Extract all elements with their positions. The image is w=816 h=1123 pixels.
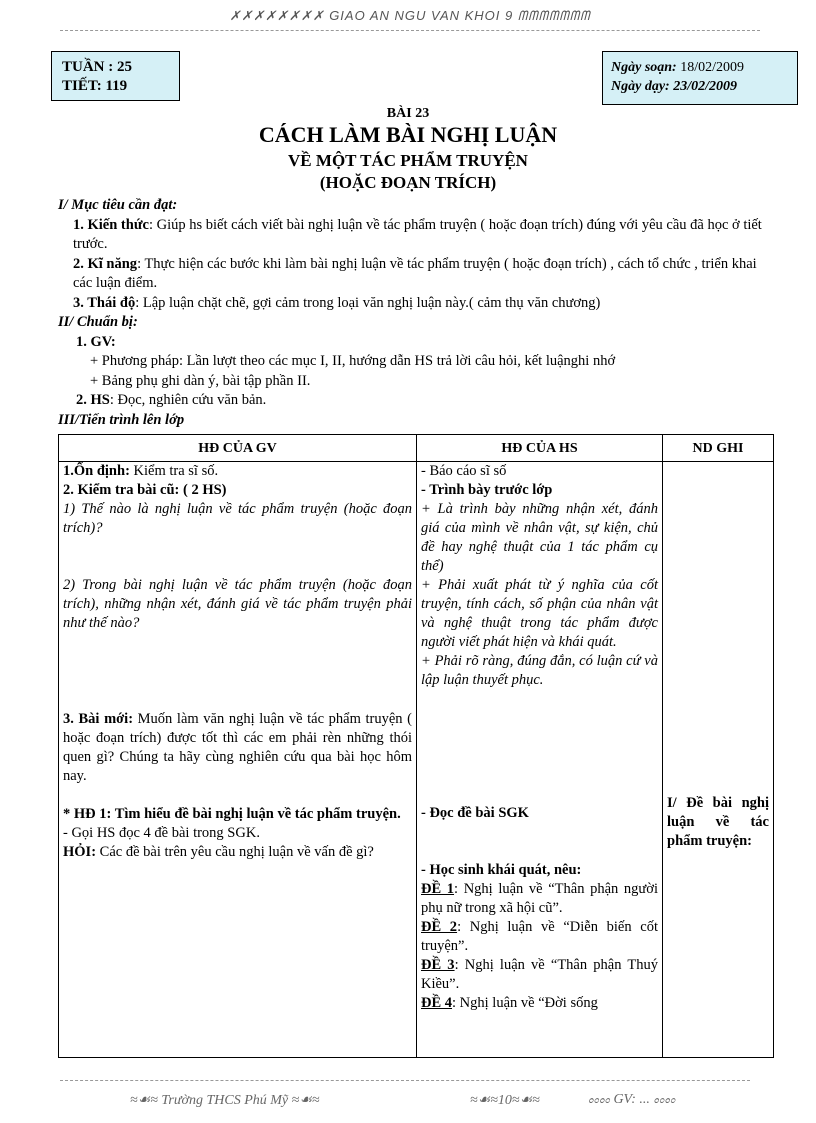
header-rule (60, 30, 760, 31)
table-header-row (59, 435, 774, 462)
col-header-gv: HĐ CỦA GV (59, 435, 417, 462)
teach-label: Ngày dạy: (611, 79, 670, 94)
footer-school: ≈☙≈ Trường THCS Phú Mỹ ≈☙≈ (130, 1093, 320, 1108)
objective-knowledge (58, 216, 778, 255)
skill-text: : Thực hiện các bước khi làm bài nghị luận về tác phẩm truyện ( hoặc đoạn trích) , cách tổ chức , triển khai các luận điểm. (73, 255, 757, 291)
gv-step-3-text: Muốn làm văn nghị luận về tác phẩm truyện ( hoặc đoạn trích) được tốt thì các em phải rèn những thói quen gì? Chúng ta hãy cùng nghiên cứu qua bài học hôm nay. (63, 711, 412, 784)
hs-activities-cell (417, 462, 663, 1058)
gv-step-3 (63, 710, 412, 786)
hs-answer-3: + Phải rõ ràng, đúng đắn, có luận cứ và lập luận thuyết phục. (421, 653, 658, 688)
page-header: ✗✗✗✗✗✗✗✗ GIAO AN NGU VAN KHOI 9 ᗰᗰᗰᗰᗰᗰᗰ (229, 8, 591, 23)
preparation-heading: II/ Chuẩn bị: (58, 314, 138, 330)
gv-step-3-label: 3. Bài mới: (63, 711, 134, 727)
gv-step-1 (63, 462, 412, 481)
table-row (59, 462, 774, 1058)
footer-page-number: ≈☙≈10≈☙≈ (470, 1093, 540, 1108)
topic-3-label: ĐỀ 3 (421, 957, 455, 973)
col-header-hs: HĐ CỦA HS (417, 435, 663, 462)
gv-activity-1: * HĐ 1: Tìm hiểu đề bài nghị luận về tác phẩm truyện. (63, 806, 401, 822)
lesson-plan-table (58, 434, 774, 1058)
col-header-nd: ND GHI (663, 435, 774, 462)
topic-4-label: ĐỀ 4 (421, 995, 453, 1011)
lesson-number: BÀI 23 (386, 106, 430, 121)
hs-read-topics: - Đọc đề bài SGK (421, 805, 529, 821)
teach-date: 23/02/2009 (673, 79, 737, 94)
gv-question-2: 2) Trong bài nghị luận về tác phẩm truyện (hoặc đoạn trích), những nhận xét, đánh giá về tác phẩm truyện phải như thế nào? (63, 577, 412, 631)
notes-cell (663, 462, 774, 1058)
period-label: TIẾT: 119 (62, 78, 128, 94)
topic-1-text: : Nghị luận về “Thân phận người phụ nữ trong xã hội cũ”. (421, 881, 658, 916)
topic-1-label: ĐỀ 1 (421, 881, 455, 897)
lesson-body (58, 196, 778, 430)
objective-attitude (58, 294, 778, 314)
lesson-subtitle-2: (HOẶC ĐOẠN TRÍCH) (319, 173, 497, 192)
hs-line-1: - Báo cáo sĩ số (421, 463, 507, 479)
gv-activities-cell (59, 462, 417, 1058)
objective-skill (58, 255, 778, 294)
topic-4-text: : Nghị luận về “Đời sống (452, 995, 598, 1011)
topic-2-text: : Nghị luận về “Diễn biến cốt truyện”. (421, 919, 658, 954)
hs-answer-1: + Là trình bày những nhận xét, đánh giá của mình về nhân vật, sự kiện, chủ đề hay nghệ thuật của 1 tác phẩm cụ thể) (421, 501, 658, 574)
gv-step-1-text: Kiểm tra sĩ số. (129, 463, 219, 479)
process-heading: III/Tiến trình lên lớp (58, 411, 185, 428)
hs-line-2: - Trình bày trước lớp (421, 482, 553, 498)
hs-summary: - Học sinh khái quát, nêu: (421, 862, 582, 878)
hs-text: : Đọc, nghiên cứu văn bản. (109, 392, 267, 408)
hs-label: 2. HS (76, 392, 110, 408)
gv-ask (63, 843, 412, 862)
knowledge-label: 1. Kiến thức (73, 216, 149, 233)
week-period-box (51, 51, 180, 101)
prep-date-line (611, 58, 789, 77)
footer-teacher: ೲೲ GV: ... ೲೲ (588, 1092, 676, 1107)
gv-ask-label: HỎI: (63, 844, 97, 860)
teach-date-line (611, 77, 789, 96)
prep-label: Ngày soạn: (611, 60, 677, 75)
gv-activity-1-item: - Gọi HS đọc 4 đề bài trong SGK. (63, 825, 260, 841)
topic-2-label: ĐỀ 2 (421, 919, 458, 935)
objectives-heading: I/ Mục tiêu cần đạt: (58, 197, 178, 213)
gv-step-2: 2. Kiểm tra bài cũ: ( 2 HS) (63, 482, 227, 498)
attitude-label: 3. Thái độ (73, 294, 136, 311)
lesson-title: CÁCH LÀM BÀI NGHỊ LUẬN (258, 122, 558, 147)
hs-topic-3 (421, 956, 658, 994)
attitude-text: : Lập luận chặt chẽ, gợi cảm trong loại văn nghị luận này.( cảm thụ văn chương) (135, 294, 601, 311)
gv-question-1: 1) Thế nào là nghị luận về tác phẩm truyện (hoặc đoạn trích)? (63, 501, 412, 536)
hs-topic-4 (421, 994, 658, 1013)
hs-topic-2 (421, 918, 658, 956)
gv-label: 1. GV: (76, 333, 116, 350)
week-label: TUẦN : 25 (62, 59, 132, 75)
skill-label: 2. Kĩ năng (73, 255, 138, 272)
knowledge-text: : Giúp hs biết cách viết bài nghị luận về tác phẩm truyện ( hoặc đoạn trích) đúng với yêu cầu đã học ở tiết trước. (73, 216, 762, 252)
hs-topic-1 (421, 880, 658, 918)
notes-item-1: I/ Đề bài nghị luận về tác phẩm truyện: (667, 795, 769, 849)
gv-step-1-label: 1.Ổn định: (63, 463, 130, 479)
gv-ask-text: Các đề bài trên yêu cầu nghị luận về vấn đề gì? (96, 844, 374, 860)
topic-3-text: : Nghị luận về “Thân phận Thuý Kiều”. (421, 957, 658, 992)
gv-item-2: + Bảng phụ ghi dàn ý, bài tập phần II. (90, 372, 311, 389)
lesson-subtitle: VỀ MỘT TÁC PHẨM TRUYỆN (288, 151, 528, 170)
hs-answer-2: + Phải xuất phát từ ý nghĩa của cốt truyện, tính cách, số phận của nhân vật và nghệ thuật trong tác phẩm được người viết phát hiện và khái quát. (421, 577, 658, 650)
hs-preparation (58, 391, 778, 411)
footer-rule (60, 1080, 750, 1081)
gv-item-1: + Phương pháp: Lần lượt theo các mục I, II, hướng dẫn HS trả lời câu hỏi, kết luậnghi nhớ (90, 353, 616, 369)
date-box (602, 51, 798, 105)
prep-date: 18/02/2009 (680, 60, 745, 75)
